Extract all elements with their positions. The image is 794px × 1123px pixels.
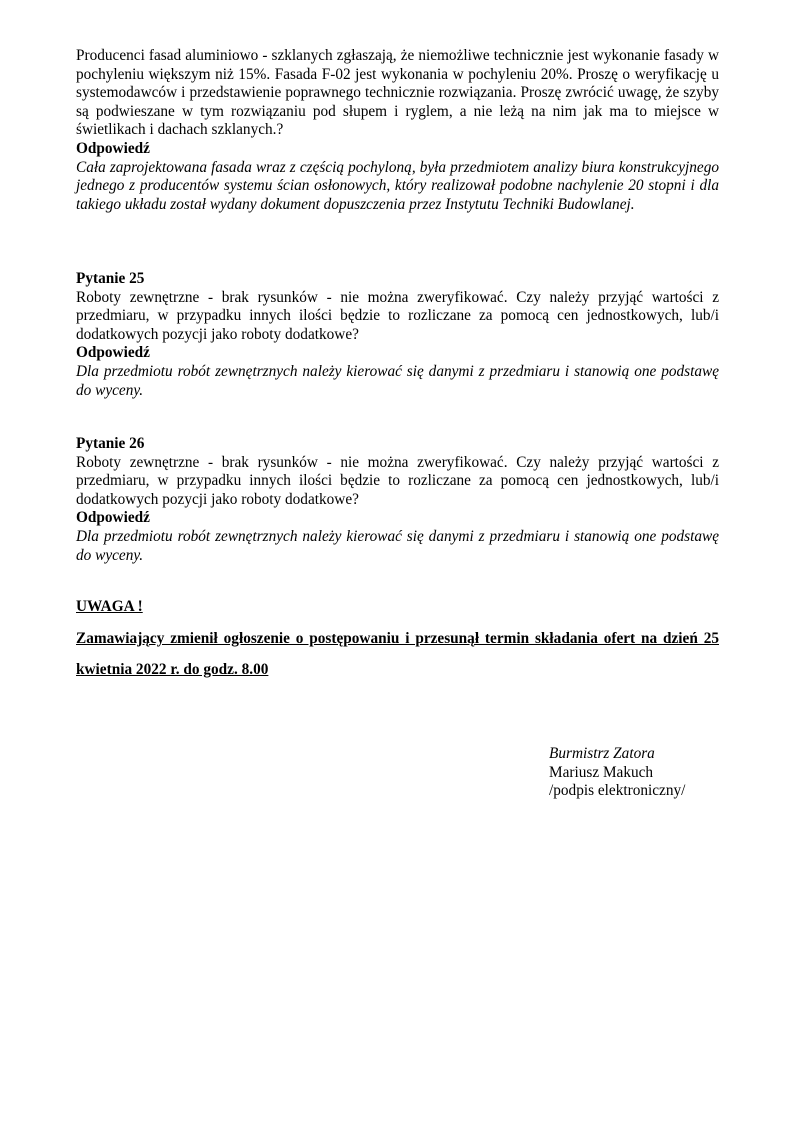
signature-name: Mariusz Makuch [549, 763, 654, 781]
question-25-section [76, 270, 719, 400]
intro-answer-label: Odpowiedź [76, 139, 150, 157]
question-26-section [76, 435, 719, 565]
question-25-answer-text: Dla przedmiotu robót zewnętrznych należy kierować się danymi z przedmiaru i stanowią one podstawę do wyceny. [76, 362, 719, 399]
question-26-title: Pytanie 26 [76, 435, 145, 452]
question-26-answer-label: Odpowiedź [76, 509, 150, 527]
question-25-text: Roboty zewnętrzne - brak rysunków - nie można zweryfikować. Czy należy przyjąć wartości z przedmiaru, w przypadku innych ilości będzie to rozliczane za pomocą cen jednostkowych, lub/i dodatkowych pozycji jako roboty dodatkowe? [76, 288, 719, 343]
notice-section [76, 598, 719, 685]
question-25-title: Pytanie 25 [76, 270, 145, 287]
intro-question-section [76, 47, 719, 214]
signature-role: Burmistrz Zatora [549, 745, 655, 762]
intro-answer-text: Cała zaprojektowana fasada wraz z częścią pochyloną, była przedmiotem analizy biura konstrukcyjnego jednego z producentów systemu ścian osłonowych, który realizował podobne nachylenie 20 stopni i dla takiego układu został wydany dokument dopuszczenia przez Instytutu Techniki Budowlanej. [76, 158, 719, 213]
notice-text: Zamawiający zmienił ogłoszenie o postępowaniu i przesunął termin składania ofert na dzień 25 kwietnia 2022 r. do godz. 8.00 [76, 629, 719, 678]
question-26-answer-text: Dla przedmiotu robót zewnętrznych należy kierować się danymi z przedmiaru i stanowią one podstawę do wyceny. [76, 527, 719, 564]
intro-question-text: Producenci fasad aluminiowo - szklanych zgłaszają, że niemożliwe technicznie jest wykonanie fasady w pochyleniu większym niż 15%. Fasada F-02 jest wykonania w pochyleniu 20%. Proszę o weryfikację u systemodawców i przedstawienie poprawnego technicznie rozwiązania. Proszę zwrócić uwagę, że szyby są podwieszane w tym rozwiązaniu pod słupem i ryglem, a nie leżą na nim jak ma to miejsce w świetlikach i dachach szklanych.? [76, 47, 719, 139]
signature-block [549, 745, 749, 801]
notice-title: UWAGA ! [76, 598, 143, 615]
question-25-answer-label: Odpowiedź [76, 344, 150, 362]
question-26-text: Roboty zewnętrzne - brak rysunków - nie można zweryfikować. Czy należy przyjąć wartości z przedmiaru, w przypadku innych ilości będzie to rozliczane za pomocą cen jednostkowych, lub/i dodatkowych pozycji jako roboty dodatkowe? [76, 453, 719, 508]
signature-note: /podpis elektroniczny/ [549, 782, 686, 800]
